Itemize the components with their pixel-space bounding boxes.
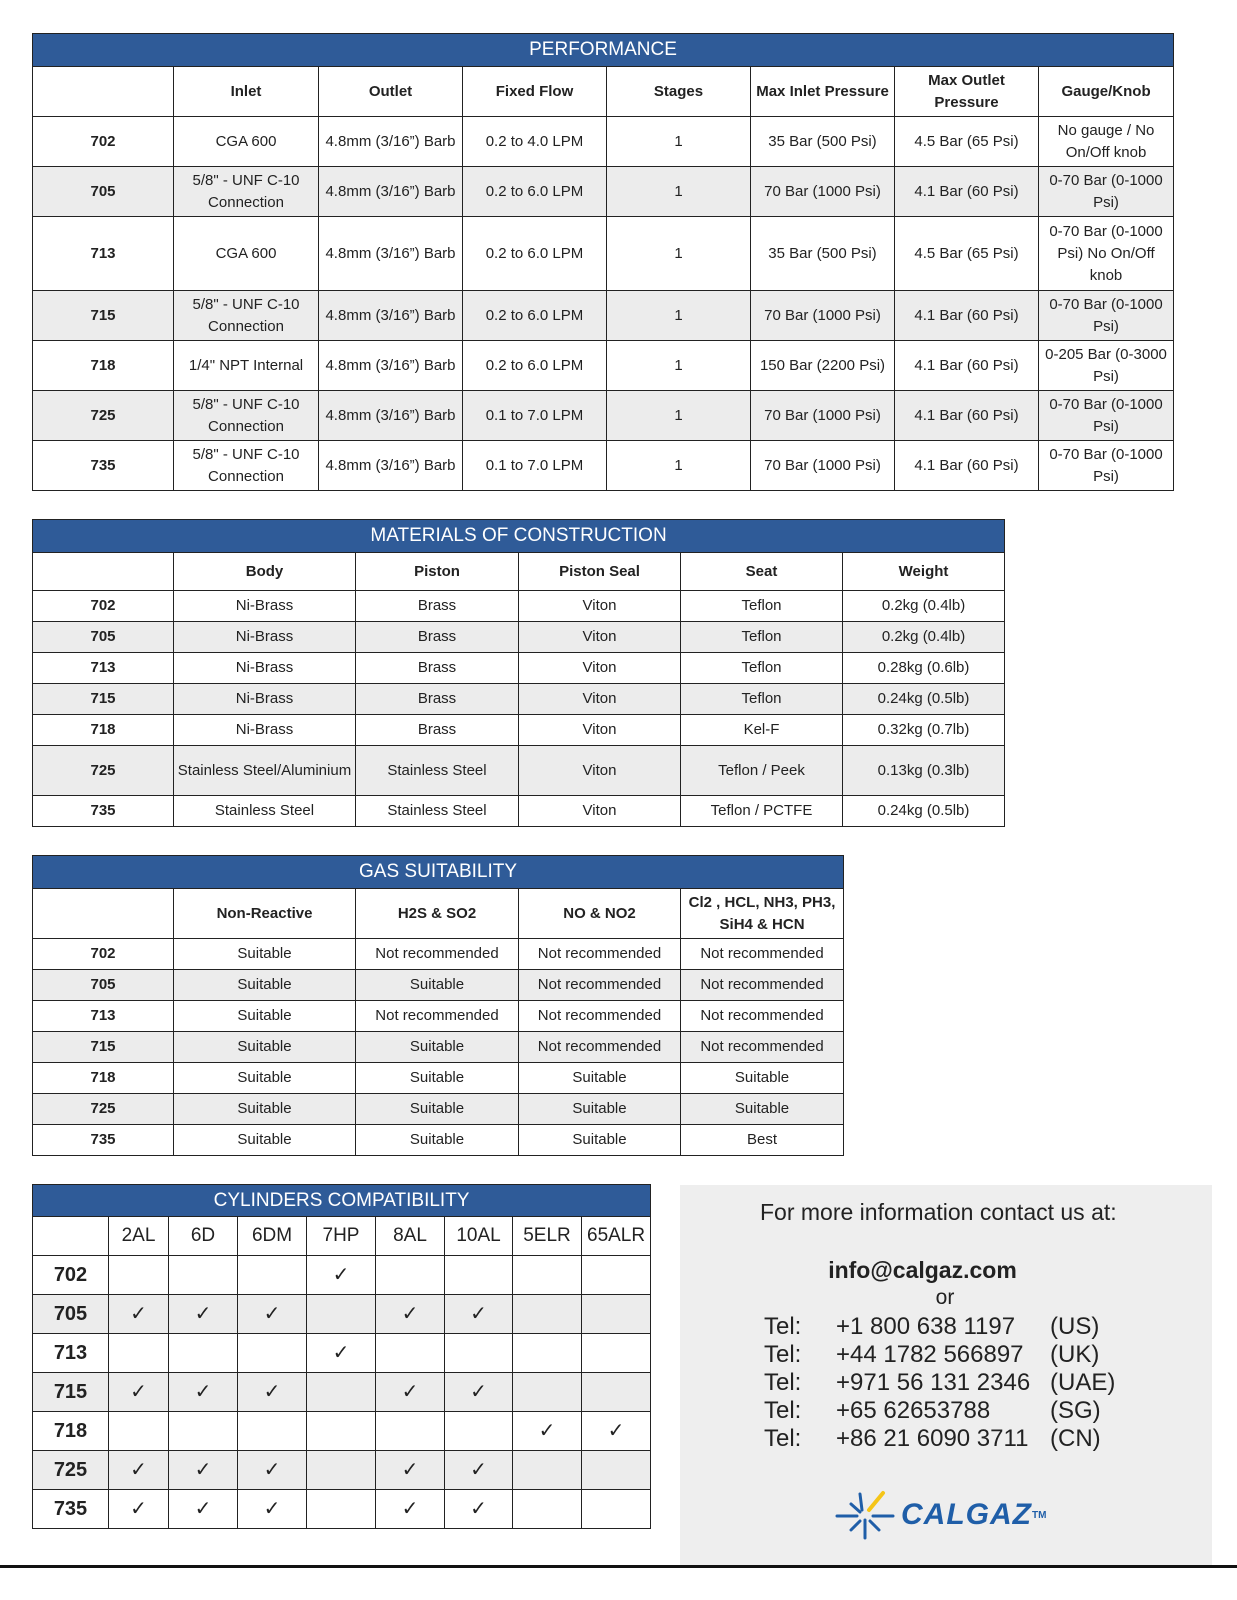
model-cell: 718 xyxy=(33,1063,174,1094)
table-cell: 0.2 to 4.0 LPM xyxy=(463,117,607,167)
column-header xyxy=(33,67,174,117)
header-row xyxy=(33,553,1005,591)
column-header: Seat xyxy=(681,553,843,591)
table-cell: 1 xyxy=(607,217,751,291)
check-cell: ✓ xyxy=(376,1373,445,1412)
table-cell: 1 xyxy=(607,391,751,441)
table-cell: 1 xyxy=(607,291,751,341)
table-row xyxy=(33,970,844,1001)
table-cell: Not recommended xyxy=(519,939,681,970)
table-cell: Suitable xyxy=(356,1032,519,1063)
table-row xyxy=(33,341,1174,391)
performance-table xyxy=(32,33,1174,491)
table-cell: Ni-Brass xyxy=(174,622,356,653)
phone-label: Tel: xyxy=(764,1341,802,1368)
table-cell: 4.8mm (3/16”) Barb xyxy=(319,117,463,167)
column-header: 7HP xyxy=(307,1217,376,1256)
table-row xyxy=(33,939,844,970)
check-cell xyxy=(513,1334,582,1373)
check-cell xyxy=(376,1256,445,1295)
check-cell xyxy=(307,1295,376,1334)
check-cell xyxy=(169,1412,238,1451)
phone-region: (UAE) xyxy=(1050,1369,1116,1396)
cylinders-table xyxy=(32,1184,651,1529)
check-cell xyxy=(238,1334,307,1373)
table-cell: Teflon / Peek xyxy=(681,746,843,796)
table-cell: 1/4" NPT Internal xyxy=(174,341,319,391)
table-cell: 0.24kg (0.5lb) xyxy=(843,796,1005,827)
table-cell: 150 Bar (2200 Psi) xyxy=(751,341,895,391)
check-cell: ✓ xyxy=(376,1490,445,1529)
table-cell: Suitable xyxy=(356,1125,519,1156)
check-cell xyxy=(307,1451,376,1490)
check-cell: ✓ xyxy=(445,1373,513,1412)
table-cell: Not recommended xyxy=(681,970,844,1001)
table-cell: Viton xyxy=(519,653,681,684)
model-cell: 715 xyxy=(33,684,174,715)
column-header xyxy=(33,1217,109,1256)
check-cell xyxy=(307,1490,376,1529)
table-cell: Viton xyxy=(519,591,681,622)
check-cell xyxy=(307,1373,376,1412)
table-cell: 0.2 to 6.0 LPM xyxy=(463,291,607,341)
table-cell: 35 Bar (500 Psi) xyxy=(751,217,895,291)
check-cell: ✓ xyxy=(513,1412,582,1451)
table-cell: Viton xyxy=(519,796,681,827)
table-cell: 4.8mm (3/16”) Barb xyxy=(319,341,463,391)
column-header: Non-Reactive xyxy=(174,889,356,939)
table-row xyxy=(33,1334,651,1373)
table-cell: 1 xyxy=(607,341,751,391)
check-cell xyxy=(582,1295,651,1334)
table-cell: Stainless Steel xyxy=(356,746,519,796)
check-cell: ✓ xyxy=(445,1451,513,1490)
check-cell: ✓ xyxy=(109,1373,169,1412)
check-cell xyxy=(513,1295,582,1334)
model-cell: 713 xyxy=(33,653,174,684)
table-cell: No gauge / No On/Off knob xyxy=(1039,117,1174,167)
column-header: Outlet xyxy=(319,67,463,117)
phone-number[interactable]: +65 62653788 xyxy=(836,1397,991,1424)
phone-number[interactable]: +86 21 6090 3711 xyxy=(836,1425,1029,1452)
table-row xyxy=(33,1490,651,1529)
table-row xyxy=(33,1373,651,1412)
table-cell: Suitable xyxy=(174,1094,356,1125)
table-cell: Suitable xyxy=(174,939,356,970)
check-cell: ✓ xyxy=(376,1295,445,1334)
check-cell xyxy=(376,1334,445,1373)
column-header: Weight xyxy=(843,553,1005,591)
header-row xyxy=(33,1217,651,1256)
table-cell: 0.24kg (0.5lb) xyxy=(843,684,1005,715)
table-cell: 35 Bar (500 Psi) xyxy=(751,117,895,167)
column-header: 2AL xyxy=(109,1217,169,1256)
check-cell: ✓ xyxy=(169,1295,238,1334)
column-header: Fixed Flow xyxy=(463,67,607,117)
check-cell: ✓ xyxy=(307,1334,376,1373)
check-cell xyxy=(582,1256,651,1295)
table-cell: Best xyxy=(681,1125,844,1156)
column-header: H2S & SO2 xyxy=(356,889,519,939)
check-cell xyxy=(109,1334,169,1373)
phone-number[interactable]: +1 800 638 1197 xyxy=(836,1313,1016,1340)
model-cell: 715 xyxy=(33,1373,109,1412)
table-row xyxy=(33,1295,651,1334)
table-cell: 0-70 Bar (0-1000 Psi) xyxy=(1039,441,1174,491)
model-cell: 735 xyxy=(33,1490,109,1529)
table-cell: Suitable xyxy=(681,1063,844,1094)
table-row xyxy=(33,1063,844,1094)
model-cell: 718 xyxy=(33,341,174,391)
table-cell: Not recommended xyxy=(681,1032,844,1063)
table-cell: 1 xyxy=(607,117,751,167)
table-cell: Suitable xyxy=(356,1094,519,1125)
table-cell: Ni-Brass xyxy=(174,684,356,715)
check-cell: ✓ xyxy=(582,1412,651,1451)
model-cell: 715 xyxy=(33,291,174,341)
table-cell: Stainless Steel xyxy=(356,796,519,827)
table-cell: Suitable xyxy=(519,1094,681,1125)
table-cell: Suitable xyxy=(174,1125,356,1156)
phone-row xyxy=(764,1313,1115,1341)
model-cell: 725 xyxy=(33,1094,174,1125)
column-header xyxy=(33,553,174,591)
table-cell: Brass xyxy=(356,591,519,622)
table-cell: Not recommended xyxy=(519,970,681,1001)
table-cell: Viton xyxy=(519,622,681,653)
table-cell: Brass xyxy=(356,622,519,653)
check-cell xyxy=(582,1451,651,1490)
phone-number[interactable]: +44 1782 566897 xyxy=(836,1341,1024,1368)
phone-label: Tel: xyxy=(764,1425,802,1452)
check-cell xyxy=(169,1334,238,1373)
table-row xyxy=(33,1412,651,1451)
table-cell: Stainless Steel xyxy=(174,796,356,827)
logo-text: CALGAZ xyxy=(901,1498,1032,1531)
model-cell: 702 xyxy=(33,117,174,167)
model-cell: 702 xyxy=(33,939,174,970)
table-cell: 0-70 Bar (0-1000 Psi) No On/Off knob xyxy=(1039,217,1174,291)
phone-region: (CN) xyxy=(1050,1425,1101,1452)
model-cell: 725 xyxy=(33,746,174,796)
table-cell: 5/8" - UNF C-10 Connection xyxy=(174,167,319,217)
table-cell: Suitable xyxy=(519,1125,681,1156)
table-cell: Not recommended xyxy=(356,939,519,970)
table-cell: 0.2 to 6.0 LPM xyxy=(463,341,607,391)
table-cell: Teflon xyxy=(681,684,843,715)
table-cell: 70 Bar (1000 Psi) xyxy=(751,441,895,491)
check-cell: ✓ xyxy=(376,1451,445,1490)
model-cell: 705 xyxy=(33,167,174,217)
phone-list xyxy=(764,1313,1115,1453)
table-cell: 0.32kg (0.7lb) xyxy=(843,715,1005,746)
column-header: Stages xyxy=(607,67,751,117)
table-row xyxy=(33,1001,844,1032)
model-cell: 725 xyxy=(33,1451,109,1490)
check-cell xyxy=(582,1373,651,1412)
check-cell xyxy=(513,1373,582,1412)
table-cell: Brass xyxy=(356,715,519,746)
model-cell: 702 xyxy=(33,591,174,622)
table-cell: Teflon xyxy=(681,653,843,684)
table-row xyxy=(33,1032,844,1063)
table-row xyxy=(33,167,1174,217)
table-row xyxy=(33,1094,844,1125)
table-row xyxy=(33,217,1174,291)
contact-heading: For more information contact us at: xyxy=(760,1199,1117,1225)
table-cell: Suitable xyxy=(519,1063,681,1094)
phone-row xyxy=(764,1369,1115,1397)
header-row xyxy=(33,67,1174,117)
model-cell: 702 xyxy=(33,1256,109,1295)
model-cell: 715 xyxy=(33,1032,174,1063)
table-cell: Not recommended xyxy=(356,1001,519,1032)
table-cell: 0.1 to 7.0 LPM xyxy=(463,441,607,491)
starburst-icon xyxy=(835,1490,895,1540)
table-title: MATERIALS OF CONSTRUCTION xyxy=(33,520,1005,553)
table-cell: 4.8mm (3/16”) Barb xyxy=(319,291,463,341)
model-cell: 718 xyxy=(33,715,174,746)
table-title: GAS SUITABILITY xyxy=(33,856,844,889)
table-row xyxy=(33,1256,651,1295)
table-row xyxy=(33,796,1005,827)
column-header: 8AL xyxy=(376,1217,445,1256)
table-row xyxy=(33,653,1005,684)
table-cell: 4.8mm (3/16”) Barb xyxy=(319,217,463,291)
column-header: 6D xyxy=(169,1217,238,1256)
phone-row xyxy=(764,1341,1115,1369)
check-cell: ✓ xyxy=(169,1373,238,1412)
model-cell: 705 xyxy=(33,1295,109,1334)
table-row xyxy=(33,441,1174,491)
column-header: 10AL xyxy=(445,1217,513,1256)
table-cell: Brass xyxy=(356,653,519,684)
check-cell xyxy=(445,1256,513,1295)
table-cell: 0-70 Bar (0-1000 Psi) xyxy=(1039,391,1174,441)
table-cell: 0.2 to 6.0 LPM xyxy=(463,217,607,291)
check-cell: ✓ xyxy=(445,1490,513,1529)
column-header: Piston Seal xyxy=(519,553,681,591)
calgaz-logo xyxy=(835,1490,1046,1540)
contact-or: or xyxy=(935,1286,955,1309)
table-row xyxy=(33,591,1005,622)
table-cell: 1 xyxy=(607,167,751,217)
table-cell: 5/8" - UNF C-10 Connection xyxy=(174,291,319,341)
check-cell: ✓ xyxy=(238,1373,307,1412)
table-cell: 0.28kg (0.6lb) xyxy=(843,653,1005,684)
table-cell: 4.8mm (3/16”) Barb xyxy=(319,441,463,491)
check-cell: ✓ xyxy=(238,1451,307,1490)
phone-row xyxy=(764,1397,1115,1425)
check-cell: ✓ xyxy=(238,1490,307,1529)
table-cell: Kel-F xyxy=(681,715,843,746)
gas-suitability-table xyxy=(32,855,844,1156)
check-cell xyxy=(169,1256,238,1295)
column-header: NO & NO2 xyxy=(519,889,681,939)
table-cell: 70 Bar (1000 Psi) xyxy=(751,391,895,441)
table-cell: 4.1 Bar (60 Psi) xyxy=(895,441,1039,491)
materials-table xyxy=(32,519,1005,827)
table-cell: Ni-Brass xyxy=(174,591,356,622)
table-cell: 4.5 Bar (65 Psi) xyxy=(895,217,1039,291)
column-header: 6DM xyxy=(238,1217,307,1256)
table-cell: 0-205 Bar (0-3000 Psi) xyxy=(1039,341,1174,391)
check-cell: ✓ xyxy=(109,1490,169,1529)
table-cell: Not recommended xyxy=(681,939,844,970)
column-header: Inlet xyxy=(174,67,319,117)
model-cell: 735 xyxy=(33,441,174,491)
column-header: Max Inlet Pressure xyxy=(751,67,895,117)
table-cell: Not recommended xyxy=(519,1032,681,1063)
table-cell: 0-70 Bar (0-1000 Psi) xyxy=(1039,291,1174,341)
table-cell: 5/8" - UNF C-10 Connection xyxy=(174,391,319,441)
check-cell xyxy=(238,1412,307,1451)
table-cell: CGA 600 xyxy=(174,217,319,291)
table-cell: 5/8" - UNF C-10 Connection xyxy=(174,441,319,491)
table-cell: 0.2 to 6.0 LPM xyxy=(463,167,607,217)
column-header: Piston xyxy=(356,553,519,591)
table-cell: 0.1 to 7.0 LPM xyxy=(463,391,607,441)
check-cell xyxy=(582,1490,651,1529)
column-header: Body xyxy=(174,553,356,591)
check-cell xyxy=(445,1334,513,1373)
check-cell: ✓ xyxy=(445,1295,513,1334)
column-header: Cl2 , HCL, NH3, PH3, SiH4 & HCN xyxy=(681,889,844,939)
table-cell: Not recommended xyxy=(519,1001,681,1032)
table-cell: Teflon xyxy=(681,591,843,622)
table-cell: Teflon xyxy=(681,622,843,653)
check-cell xyxy=(376,1412,445,1451)
check-cell: ✓ xyxy=(238,1295,307,1334)
check-cell xyxy=(109,1412,169,1451)
table-cell: Suitable xyxy=(356,970,519,1001)
table-row xyxy=(33,1451,651,1490)
table-cell: 70 Bar (1000 Psi) xyxy=(751,291,895,341)
table-cell: 4.1 Bar (60 Psi) xyxy=(895,391,1039,441)
table-row xyxy=(33,684,1005,715)
check-cell xyxy=(307,1412,376,1451)
table-cell: Ni-Brass xyxy=(174,653,356,684)
model-cell: 735 xyxy=(33,796,174,827)
table-cell: 4.5 Bar (65 Psi) xyxy=(895,117,1039,167)
phone-region: (UK) xyxy=(1050,1341,1100,1368)
table-row xyxy=(33,391,1174,441)
table-cell: 4.1 Bar (60 Psi) xyxy=(895,291,1039,341)
table-title: CYLINDERS COMPATIBILITY xyxy=(33,1185,651,1217)
model-cell: 713 xyxy=(33,217,174,291)
phone-label: Tel: xyxy=(764,1397,802,1424)
check-cell xyxy=(109,1256,169,1295)
table-cell: Brass xyxy=(356,684,519,715)
table-cell: 0.2kg (0.4lb) xyxy=(843,622,1005,653)
table-cell: 0.2kg (0.4lb) xyxy=(843,591,1005,622)
column-header xyxy=(33,889,174,939)
table-cell: Teflon / PCTFE xyxy=(681,796,843,827)
check-cell: ✓ xyxy=(109,1451,169,1490)
column-header: 5ELR xyxy=(513,1217,582,1256)
table-cell: 0-70 Bar (0-1000 Psi) xyxy=(1039,167,1174,217)
bottom-rule xyxy=(0,1565,1237,1568)
table-row xyxy=(33,715,1005,746)
phone-region: (US) xyxy=(1050,1313,1100,1340)
table-row xyxy=(33,117,1174,167)
table-cell: Suitable xyxy=(356,1063,519,1094)
table-cell: Suitable xyxy=(174,1032,356,1063)
model-cell: 713 xyxy=(33,1334,109,1373)
phone-label: Tel: xyxy=(764,1313,802,1340)
check-cell: ✓ xyxy=(307,1256,376,1295)
table-row xyxy=(33,746,1005,796)
model-cell: 735 xyxy=(33,1125,174,1156)
table-cell: Viton xyxy=(519,746,681,796)
table-cell: 4.1 Bar (60 Psi) xyxy=(895,341,1039,391)
column-header: 65ALR xyxy=(582,1217,651,1256)
table-cell: Ni-Brass xyxy=(174,715,356,746)
table-row xyxy=(33,291,1174,341)
check-cell xyxy=(582,1334,651,1373)
model-cell: 705 xyxy=(33,970,174,1001)
check-cell: ✓ xyxy=(169,1490,238,1529)
model-cell: 713 xyxy=(33,1001,174,1032)
table-cell: Viton xyxy=(519,684,681,715)
column-header: Max Outlet Pressure xyxy=(895,67,1039,117)
table-cell: Not recommended xyxy=(681,1001,844,1032)
check-cell xyxy=(513,1490,582,1529)
table-row xyxy=(33,622,1005,653)
phone-label: Tel: xyxy=(764,1369,802,1396)
logo-tm: TM xyxy=(1031,1509,1047,1521)
table-cell: Suitable xyxy=(174,1063,356,1094)
table-row xyxy=(33,1125,844,1156)
header-row xyxy=(33,889,844,939)
phone-number[interactable]: +971 56 131 2346 xyxy=(836,1369,1031,1396)
contact-email[interactable]: info@calgaz.com xyxy=(828,1257,1017,1283)
table-cell: 4.8mm (3/16”) Barb xyxy=(319,167,463,217)
check-cell: ✓ xyxy=(169,1451,238,1490)
check-cell xyxy=(513,1256,582,1295)
check-cell xyxy=(445,1412,513,1451)
phone-region: (SG) xyxy=(1050,1397,1101,1424)
table-cell: 0.13kg (0.3lb) xyxy=(843,746,1005,796)
check-cell xyxy=(238,1256,307,1295)
column-header: Gauge/Knob xyxy=(1039,67,1174,117)
table-cell: 1 xyxy=(607,441,751,491)
table-cell: 4.8mm (3/16”) Barb xyxy=(319,391,463,441)
check-cell xyxy=(513,1451,582,1490)
table-cell: CGA 600 xyxy=(174,117,319,167)
table-title: PERFORMANCE xyxy=(33,34,1174,67)
model-cell: 705 xyxy=(33,622,174,653)
table-cell: Viton xyxy=(519,715,681,746)
table-cell: 70 Bar (1000 Psi) xyxy=(751,167,895,217)
phone-row xyxy=(764,1425,1115,1453)
table-cell: Stainless Steel/Aluminium xyxy=(174,746,356,796)
contact-panel xyxy=(680,1185,1212,1568)
table-cell: Suitable xyxy=(174,970,356,1001)
check-cell: ✓ xyxy=(109,1295,169,1334)
model-cell: 725 xyxy=(33,391,174,441)
table-cell: Suitable xyxy=(681,1094,844,1125)
model-cell: 718 xyxy=(33,1412,109,1451)
table-cell: Suitable xyxy=(174,1001,356,1032)
table-cell: 4.1 Bar (60 Psi) xyxy=(895,167,1039,217)
